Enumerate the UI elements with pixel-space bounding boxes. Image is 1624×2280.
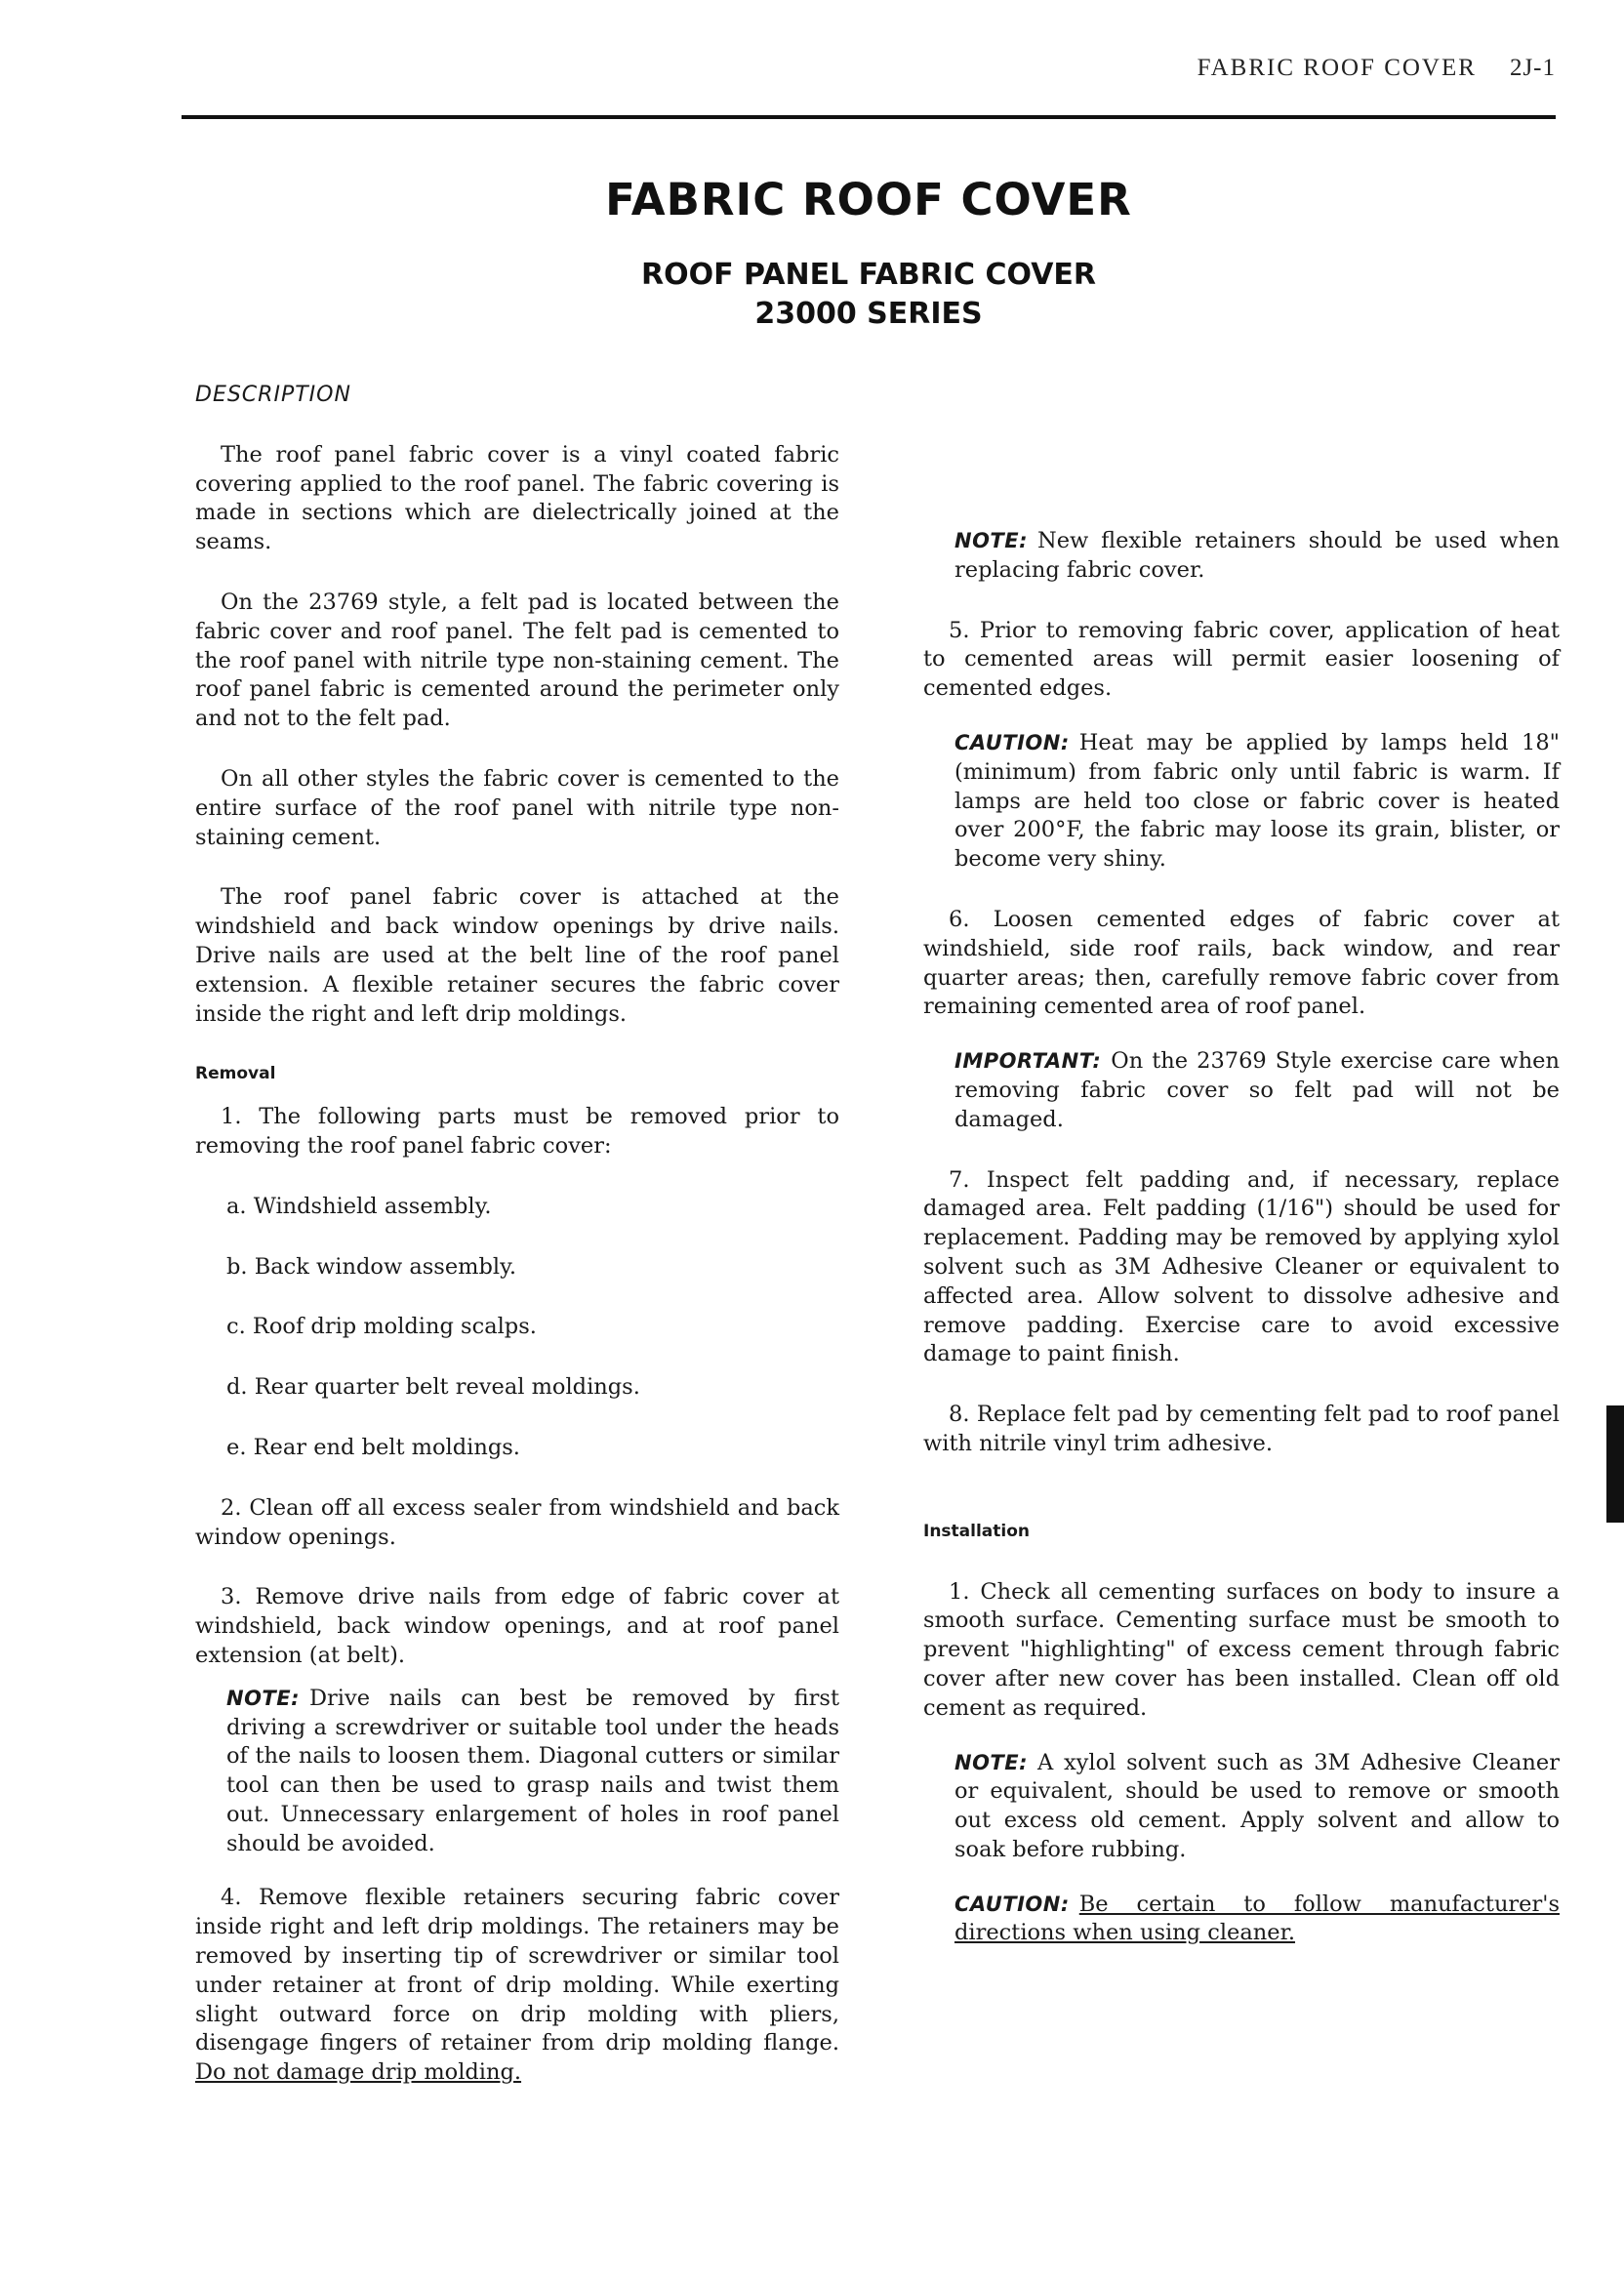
removal-step-2: 2. Clean off all excess sealer from windshield and back window openings. bbox=[195, 1494, 839, 1550]
installation-note-1 bbox=[954, 1749, 1560, 1865]
installation-heading: Installation bbox=[923, 1521, 1031, 1541]
important-label: IMPORTANT: bbox=[954, 1049, 1102, 1074]
description-paragraph-3: On all other styles the fabric cover is cemented to the entire surface of the roof panel with nitrile type non-staining cement. bbox=[195, 765, 839, 850]
description-heading: DESCRIPTION bbox=[195, 383, 351, 407]
caution-text: Heat may be applied by lamps held 18" (minimum) from fabric only until fabric is warm. If lamps are held too close or fabric cover is heated over 200°F, the fabric may loose its grain, blister, or become very shiny. bbox=[954, 729, 1560, 873]
running-header bbox=[1198, 55, 1556, 82]
note-label: NOTE: bbox=[226, 1686, 300, 1710]
note-text: Drive nails can best be removed by first driving a screwdriver or suitable tool under the heads of the nails to loosen them. Diagonal cutters or similar tool can then be used to grasp nails and twist them out. Unnecessary enlargement of holes in roof panel should be avoided. bbox=[226, 1685, 839, 1856]
section-edge-tab bbox=[1606, 1405, 1624, 1523]
step-4-warning: Do not damage drip molding. bbox=[195, 2059, 522, 2086]
removal-step-6: 6. Loosen cemented edges of fabric cover at windshield, side roof rails, back window, and rear quarter areas; then, carefully remove fabric cover from remaining cemented area of roof panel. bbox=[923, 906, 1560, 1020]
caution-text: Be certain to follow manufacturer's directions when using cleaner. bbox=[954, 1891, 1560, 1946]
removal-step-1: 1. The following parts must be removed prior to removing the roof panel fabric cover: bbox=[195, 1104, 839, 1159]
page-subtitle-line2: 23000 SERIES bbox=[754, 297, 983, 331]
removal-note-4 bbox=[954, 527, 1560, 586]
header-rule bbox=[182, 115, 1556, 119]
description-paragraph-4: The roof panel fabric cover is attached at the windshield and back window openings by drive nails. Drive nails are used at the belt line of the roof panel extension. A flexible retainer secures the fabric cover inside the right and left drip moldings. bbox=[195, 884, 839, 1027]
running-title: FABRIC ROOF COVER bbox=[1197, 55, 1477, 81]
note-text: New flexible retainers should be used when replacing fabric cover. bbox=[954, 528, 1560, 583]
note-label: NOTE: bbox=[954, 529, 1028, 552]
removal-step-4 bbox=[195, 1884, 839, 2088]
installation-caution-1 bbox=[954, 1891, 1560, 1949]
important-text: On the 23769 Style exercise care when removing fabric cover so felt pad will not be damaged. bbox=[954, 1048, 1560, 1132]
right-column bbox=[923, 381, 1560, 1948]
page-title: FABRIC ROOF COVER bbox=[605, 174, 1132, 225]
removal-item-c: c. Roof drip molding scalps. bbox=[226, 1314, 537, 1340]
installation-step-1: 1. Check all cementing surfaces on body to insure a smooth surface. Cementing surface must be smooth to prevent "highlighting" of excess cement through fabric cover after new cover has been installed. Clean off old cement as required. bbox=[923, 1578, 1560, 1721]
page-number: 2J-1 bbox=[1509, 55, 1556, 81]
removal-important-6 bbox=[954, 1047, 1560, 1134]
removal-caution-5 bbox=[954, 729, 1560, 875]
note-label: NOTE: bbox=[954, 1750, 1028, 1774]
removal-step-7: 7. Inspect felt padding and, if necessary, replace damaged area. Felt padding (1/16") should be used for replacement. Padding may be removed by applying xylol solvent such as 3M Adhesive Cleaner or equivalent to affected area. Allow solvent to dissolve adhesive and remove padding. Exercise care to avoid excessive damage to paint finish. bbox=[923, 1166, 1560, 1367]
page-subtitle-line1: ROOF PANEL FABRIC COVER bbox=[640, 258, 1097, 292]
removal-item-e: e. Rear end belt moldings. bbox=[226, 1434, 520, 1460]
removal-item-a: a. Windshield assembly. bbox=[226, 1193, 492, 1219]
description-paragraph-1: The roof panel fabric cover is a vinyl coated fabric covering applied to the roof panel. The fabric covering is made in sections which are dielectrically joined at the seams. bbox=[195, 441, 839, 555]
description-paragraph-2: On the 23769 style, a felt pad is located between the fabric cover and roof panel. The felt pad is cemented to the roof panel with nitrile type non-staining cement. The roof panel fabric is cemented around the perimeter only and not to the felt pad. bbox=[195, 589, 839, 732]
removal-note-3 bbox=[226, 1685, 839, 1859]
removal-step-3: 3. Remove drive nails from edge of fabric cover at windshield, back window openings, and at roof panel extension (at belt). bbox=[195, 1584, 839, 1668]
step-4-text: 4. Remove flexible retainers securing fabric cover inside right and left drip moldings. The retainers may be removed by inserting tip of screwdriver or similar tool under retainer at front of drip molding. While exerting slight outward force on drip molding with pliers, disengage fingers of retainer from drip molding flange. bbox=[195, 1885, 839, 2056]
caution-label: CAUTION: bbox=[954, 730, 1070, 754]
left-column bbox=[195, 381, 839, 2088]
note-text: A xylol solvent such as 3M Adhesive Cleaner or equivalent, should be used to remove or smooth out excess old cement. Apply solvent and allow to soak before rubbing. bbox=[954, 1749, 1560, 1862]
removal-step-8: 8. Replace felt pad by cementing felt pad to roof panel with nitrile vinyl trim adhesive. bbox=[923, 1402, 1560, 1456]
caution-label: CAUTION: bbox=[954, 1892, 1070, 1916]
removal-heading: Removal bbox=[195, 1064, 276, 1084]
removal-item-b: b. Back window assembly. bbox=[226, 1253, 516, 1280]
removal-item-d: d. Rear quarter belt reveal moldings. bbox=[226, 1374, 640, 1401]
removal-step-5: 5. Prior to removing fabric cover, application of heat to cemented areas will permit easier loosening of cemented edges. bbox=[923, 617, 1560, 702]
